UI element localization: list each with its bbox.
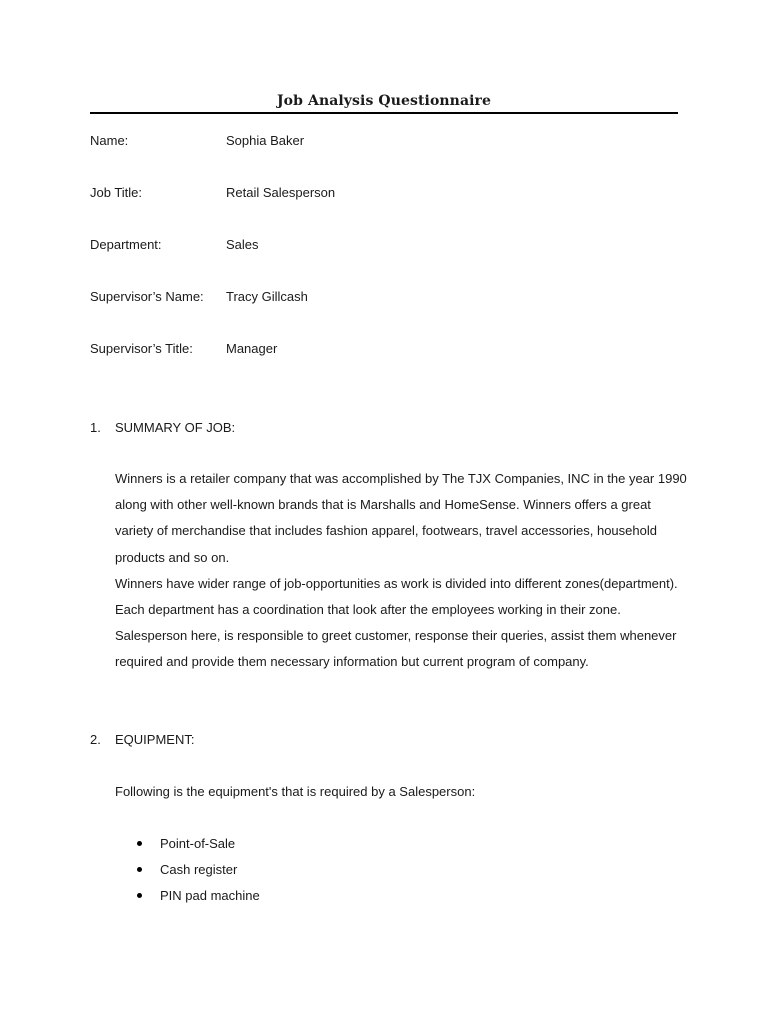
paragraph-line: Each department has a coordination that look after the employees working in their zone. [115, 602, 621, 618]
section-number: 1. [90, 420, 101, 435]
paragraph-line: Winners is a retailer company that was accomplished by The TJX Companies, INC in the year 1990 [115, 471, 687, 486]
field-row-job-title [90, 185, 678, 205]
paragraph-line: products and so on. [115, 549, 230, 565]
list-item [115, 859, 260, 885]
field-label: Supervisor’s Title: [90, 341, 193, 356]
section-heading-summary [90, 420, 235, 435]
equipment-intro [115, 779, 685, 805]
equipment-list [115, 833, 260, 911]
section-number: 2. [90, 732, 101, 747]
section-title: EQUIPMENT: [115, 732, 195, 747]
field-row-name [90, 133, 678, 153]
section-title: SUMMARY OF JOB: [115, 420, 236, 435]
field-row-supervisor-name [90, 289, 678, 309]
paragraph-line: required and provide them necessary information but current program of company. [115, 654, 589, 670]
field-value: Manager [226, 341, 278, 356]
field-label: Department: [90, 237, 162, 252]
summary-paragraph [115, 466, 685, 676]
list-item [115, 833, 260, 859]
paragraph-line: along with other well-known brands that is Marshalls and HomeSense. Winners offers a great [115, 497, 651, 513]
paragraph-line: variety of merchandise that includes fashion apparel, footwears, travel accessories, household [115, 523, 657, 539]
bullet-icon [137, 841, 142, 846]
bullet-icon [137, 867, 142, 872]
title-underline [90, 112, 678, 114]
field-label: Supervisor’s Name: [90, 289, 204, 304]
field-value: Sophia Baker [226, 133, 305, 148]
list-item-label: Point-of-Sale [160, 836, 236, 851]
bullet-icon [137, 893, 142, 898]
list-item-label: PIN pad machine [160, 888, 260, 903]
field-value: Retail Salesperson [226, 185, 336, 200]
document-title: Job Analysis Questionnaire [276, 93, 492, 109]
field-row-department [90, 237, 678, 257]
paragraph-line: Salesperson here, is responsible to greet customer, response their queries, assist them whenever [115, 628, 677, 644]
paragraph-line: Following is the equipment's that is required by a Salesperson: [115, 784, 476, 799]
field-label: Name: [90, 133, 129, 148]
field-value: Tracy Gillcash [226, 289, 308, 304]
field-label: Job Title: [90, 185, 143, 200]
list-item-label: Cash register [160, 862, 238, 877]
list-item [115, 885, 260, 911]
section-heading-equipment [90, 732, 194, 747]
field-row-supervisor-title [90, 341, 678, 361]
field-value: Sales [226, 237, 259, 252]
paragraph-line: Winners have wider range of job-opportunities as work is divided into different zones(department). [115, 575, 678, 591]
